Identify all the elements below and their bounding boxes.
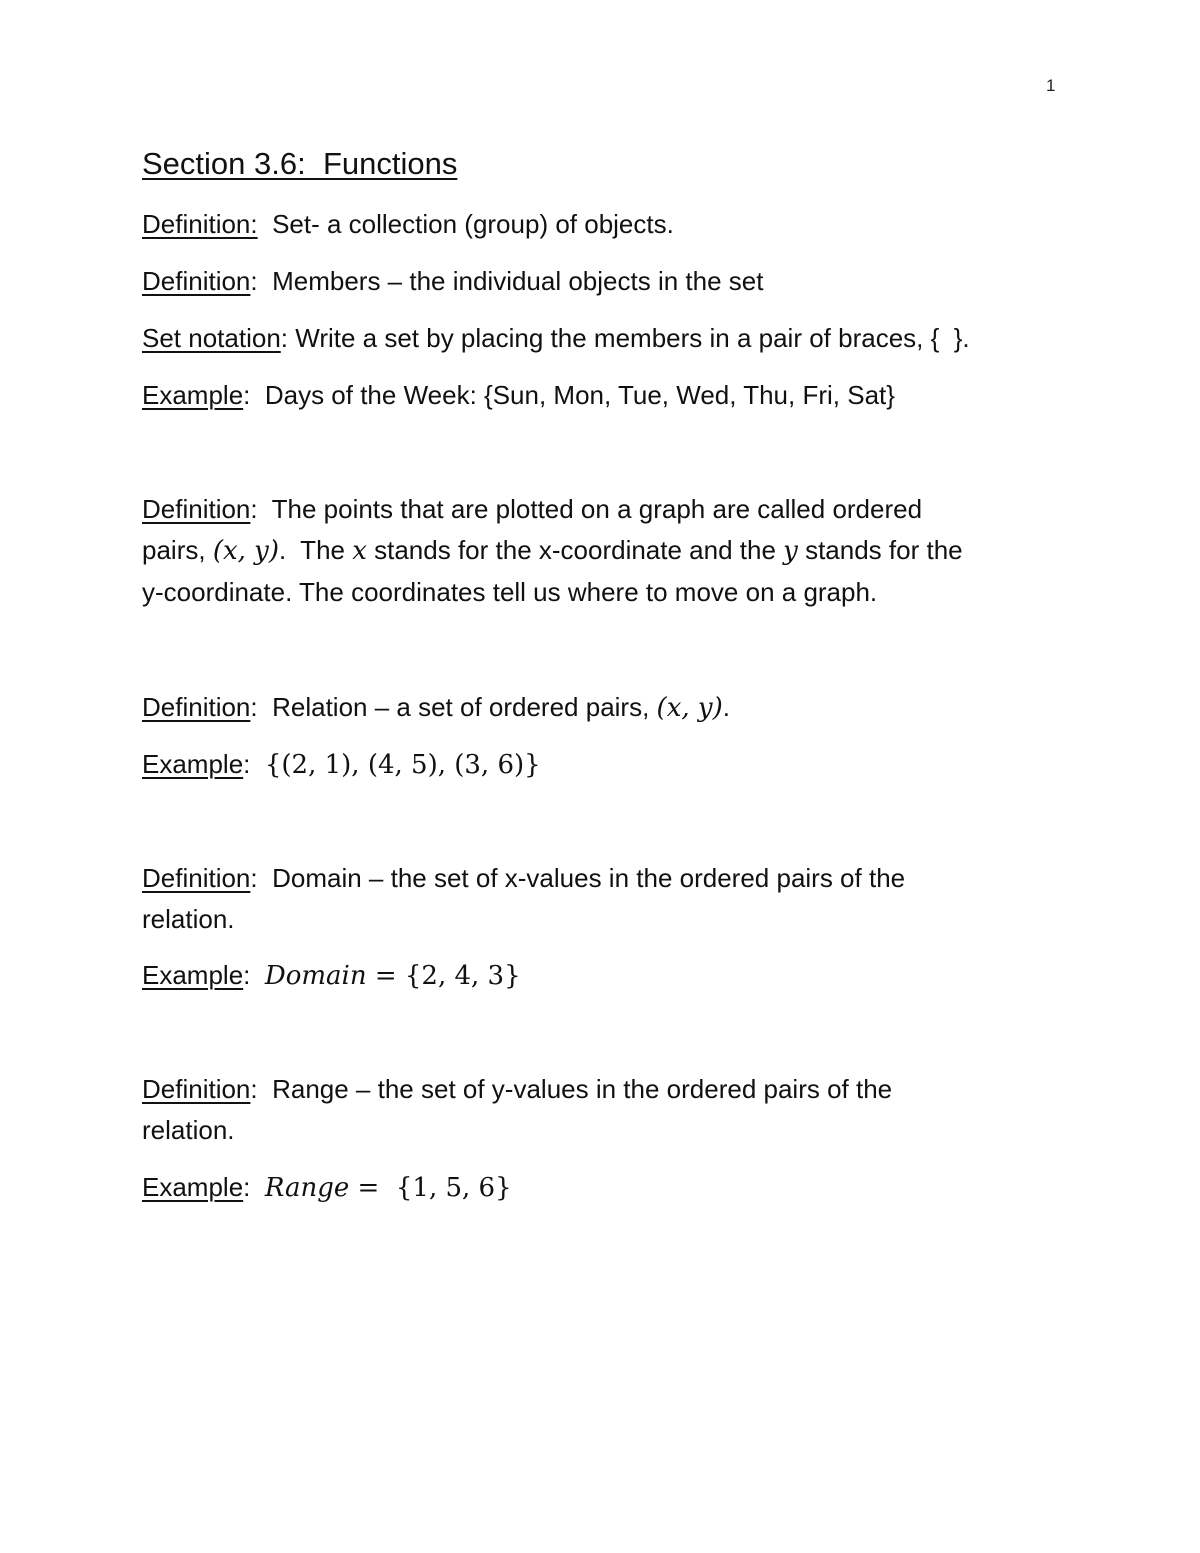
set-definition-text: Set- a collection (group) of objects. xyxy=(272,209,674,239)
domain-definition-line-1: Definition: Domain – the set of x-values in the ordered pairs of the xyxy=(142,863,906,893)
domain-example: Example: Domain = {2, 4, 3} xyxy=(142,960,521,991)
section-title xyxy=(142,144,457,184)
definition-label: Definition xyxy=(142,494,251,524)
definition-label: Definition xyxy=(142,863,251,893)
definition-label: Definition xyxy=(142,1074,251,1104)
set-notation: Set notation: Write a set by placing the members in a pair of braces, { }. xyxy=(142,323,970,353)
ordered-pairs-definition-line-1: Definition: The points that are plotted on a graph are called ordered xyxy=(142,494,923,524)
ordered-pairs-definition-line-2: pairs, (x, y). The x stands for the x-coordinate and the y stands for the xyxy=(142,535,963,566)
range-example: Example: Range = {1, 5, 6} xyxy=(142,1172,512,1203)
x-variable: x xyxy=(352,536,367,566)
section-title-text: Section 3.6: Functions xyxy=(142,146,458,181)
example-label: Example xyxy=(142,380,244,410)
days-example: Example: Days of the Week: {Sun, Mon, Tue, Wed, Thu, Fri, Sat} xyxy=(142,380,895,410)
ordered-pairs-definition-line-3 xyxy=(142,571,877,613)
members-definition-text: Members – the individual objects in the set xyxy=(272,266,764,296)
ordered-pairs-text-3: y-coordinate. The coordinates tell us where to move on a graph. xyxy=(142,577,878,607)
domain-word-math: Domain xyxy=(264,961,367,991)
page-number: 1 xyxy=(1046,76,1056,95)
y-variable: y xyxy=(783,536,798,566)
ordered-pair-math: (x, y) xyxy=(656,693,723,723)
set-notation-label: Set notation xyxy=(142,323,281,353)
range-word-math: Range xyxy=(264,1173,350,1203)
range-definition-line-2: relation. xyxy=(142,1115,235,1145)
days-example-text: Days of the Week: {Sun, Mon, Tue, Wed, Thu, Fri, Sat} xyxy=(264,380,895,410)
ordered-pair-math: (x, y) xyxy=(212,536,279,566)
range-set-math: = {1, 5, 6} xyxy=(349,1173,512,1203)
domain-definition-line-2: relation. xyxy=(142,904,235,934)
set-definition xyxy=(142,203,674,245)
set-notation-text: Write a set by placing the members in a pair of braces, { }. xyxy=(295,323,970,353)
members-definition: Definition: Members – the individual objects in the set xyxy=(142,266,764,296)
relation-definition-text: Relation – a set of ordered pairs, xyxy=(272,692,657,722)
example-label: Example xyxy=(142,749,244,779)
ordered-pairs-text-1: The points that are plotted on a graph are called ordered xyxy=(271,494,923,524)
domain-set-math: = {2, 4, 3} xyxy=(366,961,521,991)
definition-label: Definition xyxy=(142,266,251,296)
relation-example: Example: {(2, 1), (4, 5), (3, 6)} xyxy=(142,749,541,780)
definition-label: Definition xyxy=(142,692,251,722)
range-definition-line-1: Definition: Range – the set of y-values in the ordered pairs of the xyxy=(142,1074,893,1104)
range-definition-text: Range – the set of y-values in the ordered pairs of the xyxy=(272,1074,893,1104)
example-label: Example xyxy=(142,1172,244,1202)
example-label: Example xyxy=(142,960,244,990)
relation-example-math: {(2, 1), (4, 5), (3, 6)} xyxy=(264,750,541,780)
relation-definition: Definition: Relation – a set of ordered pairs, (x, y). xyxy=(142,692,730,723)
domain-definition-text: Domain – the set of x-values in the ordered pairs of the xyxy=(272,863,906,893)
definition-label: Definition: xyxy=(142,209,258,239)
